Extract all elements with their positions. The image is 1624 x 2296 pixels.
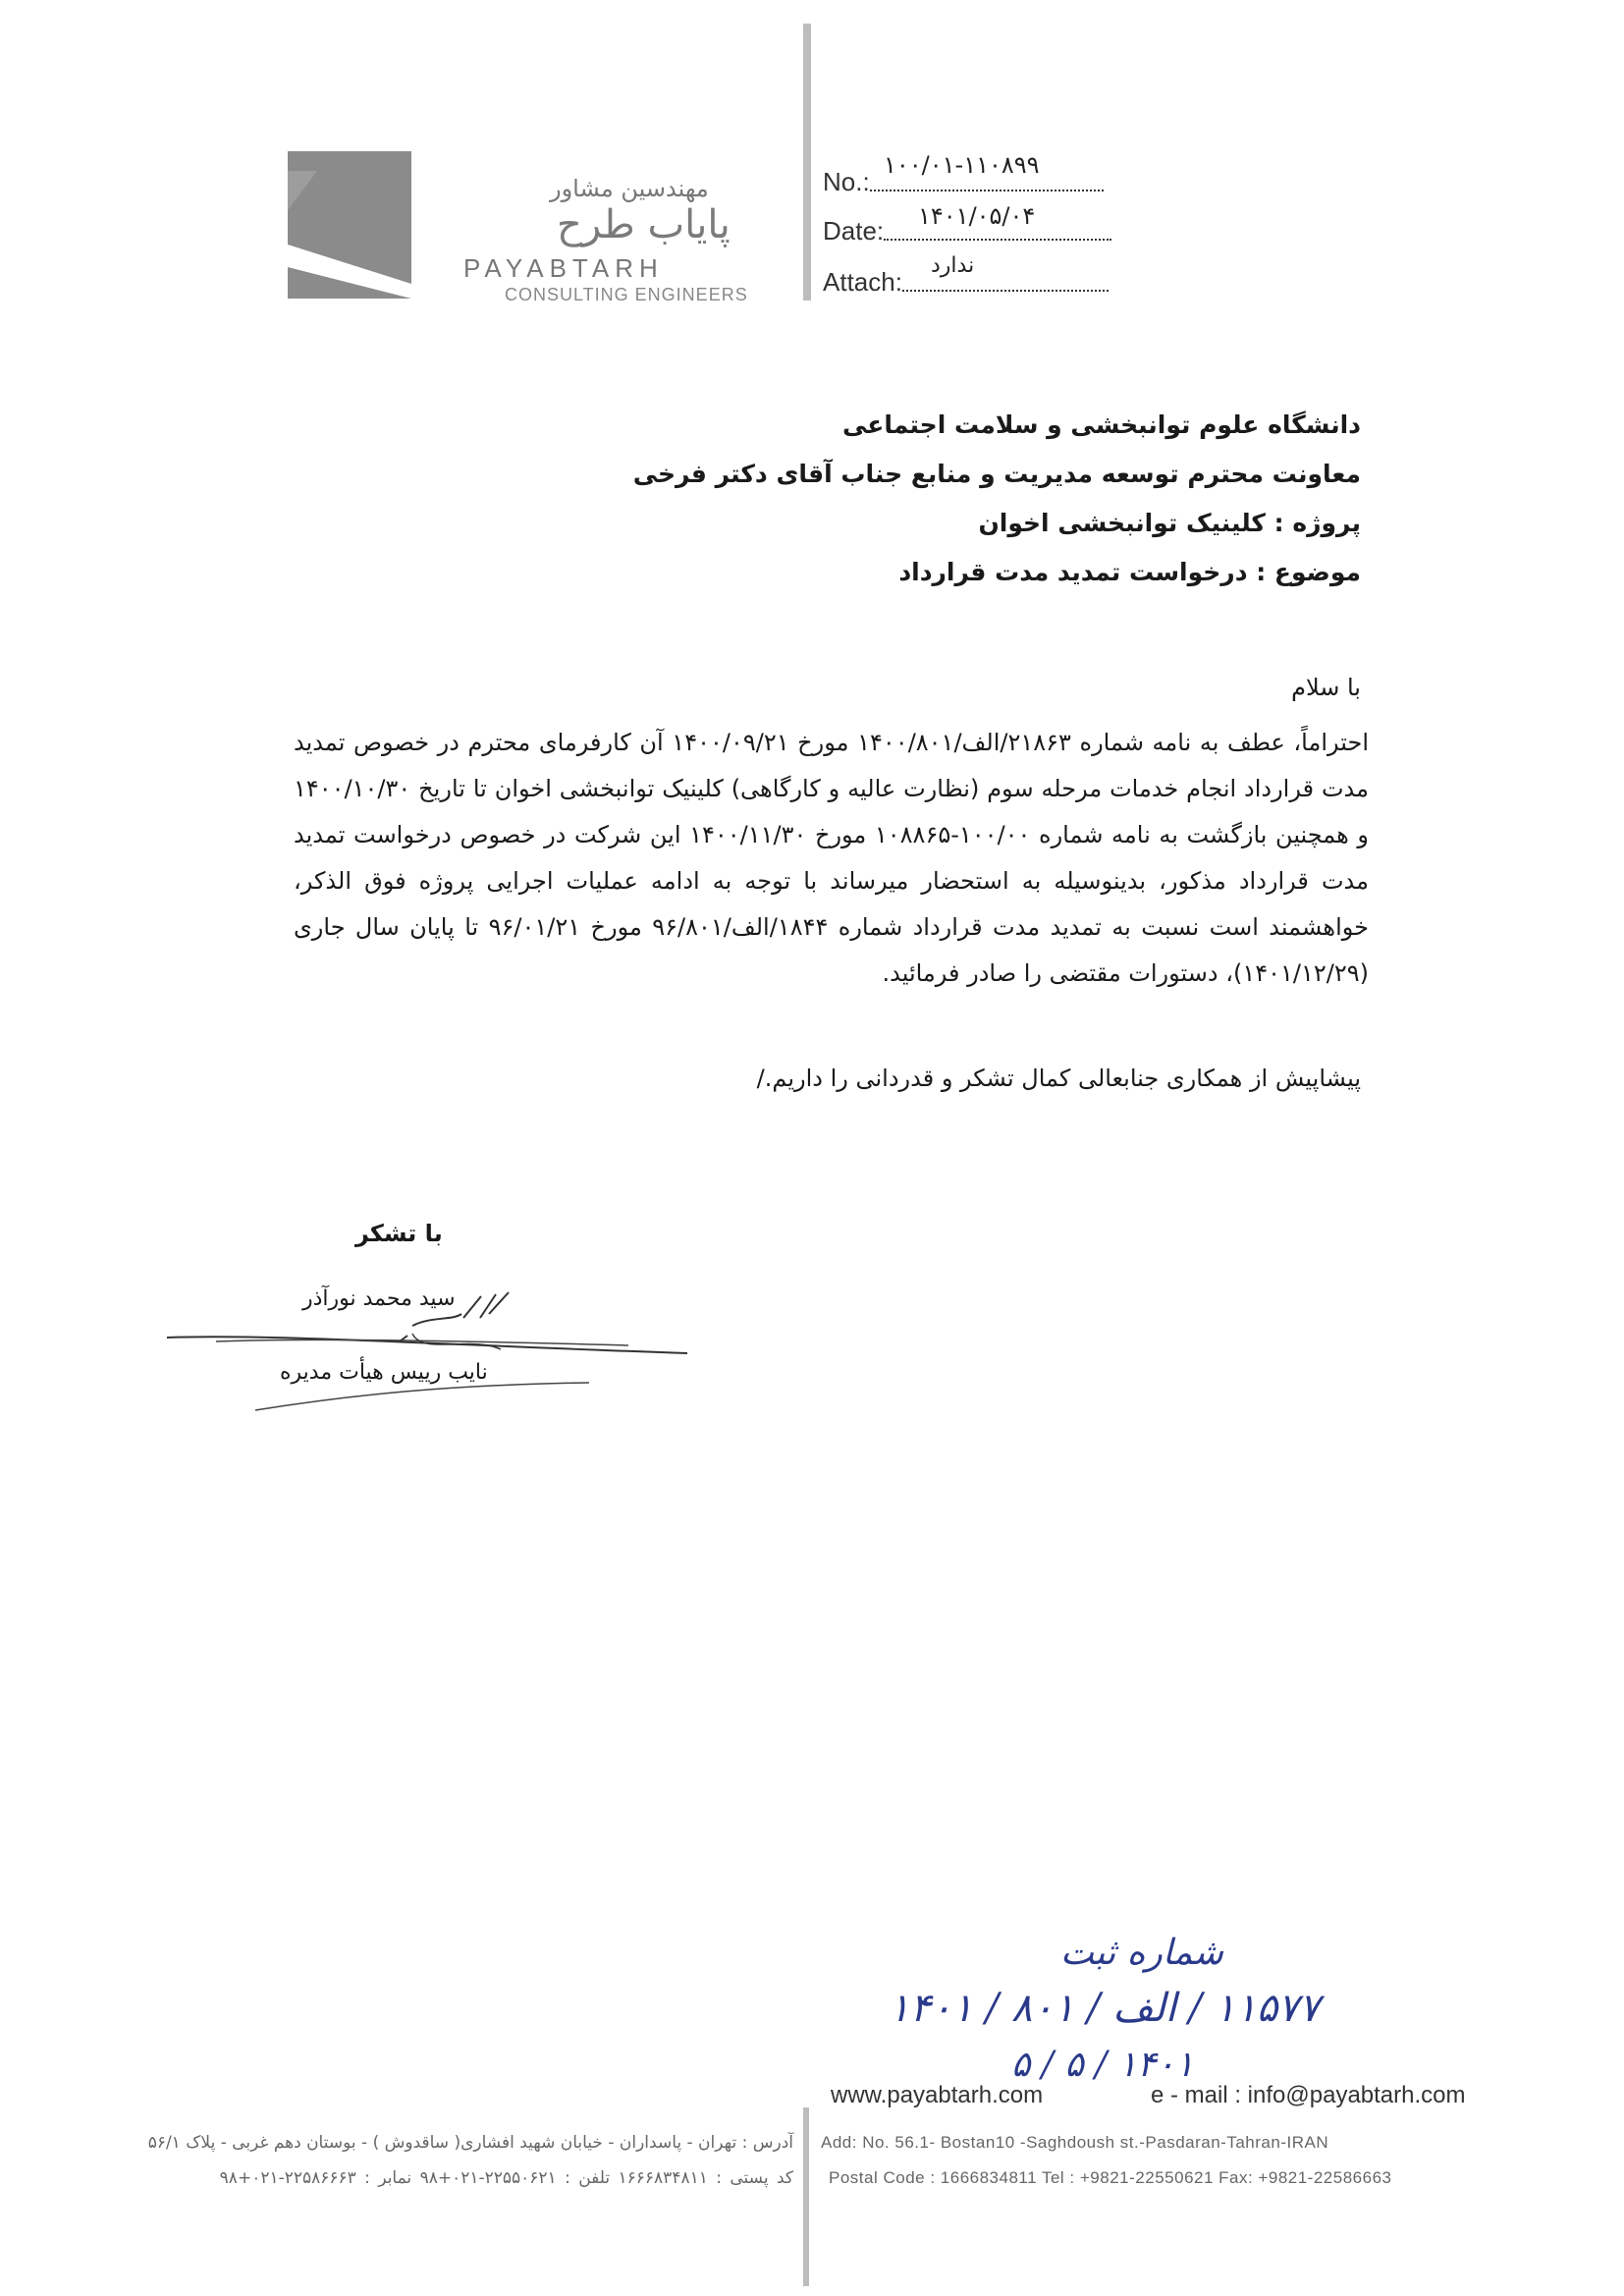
meta-number-label: No.:	[823, 167, 870, 196]
footer-contact-en: Postal Code : 1666834811 Tel : +9821-22550621 Fax: +9821-22586663	[829, 2168, 1392, 2187]
handwritten-note-line2: ۱۱۵۷۷ / الف / ۸۰۱ / ۱۴۰۱	[889, 1986, 1321, 2031]
signer-name: سید محمد نورآذر	[302, 1286, 456, 1311]
logo-mark-icon	[288, 151, 411, 299]
footer-email: e - mail : info@payabtarh.com	[1151, 2082, 1466, 2108]
addressee-person: معاونت محترم توسعه مدیریت و منابع جناب آقای دکتر فرخی	[632, 460, 1361, 488]
company-name-en: PAYABTARH	[463, 253, 664, 283]
closing-line: پیشاپیش از همکاری جنابعالی کمال تشکر و قدردانی را داریم./	[756, 1065, 1361, 1092]
meta-attach-label: Attach:	[823, 267, 902, 297]
meta-number-value: ۱۰۰/۰۱-۱۱۰۸۹۹	[884, 151, 1040, 179]
meta-date-label: Date:	[823, 216, 885, 246]
project-line: پروژه : کلینیک توانبخشی اخوان	[978, 509, 1361, 537]
signer-title: نایب رییس هیأت مدیره	[280, 1360, 488, 1385]
header-divider	[803, 24, 811, 301]
company-name-fa-small: مهندسین مشاور	[550, 175, 709, 202]
meta-attach-value: ندارد	[931, 253, 975, 278]
sign-off: با تشکر	[355, 1220, 443, 1247]
greeting: با سلام	[1291, 674, 1361, 701]
footer-website: www.payabtarh.com	[831, 2082, 1044, 2108]
addressee-org: دانشگاه علوم توانبخشی و سلامت اجتماعی	[841, 410, 1361, 439]
meta-date-value: ۱۴۰۱/۰۵/۰۴	[918, 202, 1036, 230]
footer-contact-fa: کد پستی : ۱۶۶۶۸۳۴۸۱۱ تلفن : ۲۲۵۵۰۶۲۱-۰۲۱+۹۸ نمابر : ۲۲۵۸۶۶۶۳-۰۲۱+۹۸	[219, 2168, 793, 2188]
company-logo	[288, 151, 411, 299]
letter-body-paragraph: احتراماً، عطف به نامه شماره ۲۱۸۶۳/الف/۱۴۰۰/۸۰۱ مورخ ۱۴۰۰/۰۹/۲۱ آن کارفرمای محترم در خصوص تمدید مدت قرارداد انجام خدمات مرحله سوم (نظارت عالیه و کارگاهی) کلینیک توانبخشی اخوان تا تاریخ ۱۴۰۰/۱۰/۳۰ و همچنین بازگشت به نامه شماره ۱۰۰/۰۰-۱۰۸۸۶۵ مورخ ۱۴۰۰/۱۱/۳۰ این شرکت در خصوص درخواست تمدید مدت قرارداد مذکور، بدینوسیله به استحضار میرساند با توجه به ادامه عملیات اجرایی پروژه فوق الذکر، خواهشمند است نسبت به تمدید مدت قرارداد شماره ۱۸۴۴/الف/۹۶/۸۰۱ مورخ ۹۶/۰۱/۲۱ تا پایان سال جاری (۱۴۰۱/۱۲/۲۹)، دستورات مقتضی را صادر فرمائید.	[294, 729, 1370, 987]
handwritten-note-line3: ۱۴۰۱ / ۵ / ۵	[1011, 2045, 1195, 2085]
footer-address-fa: آدرس : تهران - پاسداران - خیابان شهید افشاری( ساقدوش ) - بوستان دهم غربی - پلاک ۵۶/۱	[147, 2133, 793, 2153]
company-subtitle: CONSULTING ENGINEERS	[505, 285, 748, 304]
subject-line: موضوع : درخواست تمدید مدت قرارداد	[898, 558, 1361, 586]
handwritten-note-line1: شماره ثبت	[1060, 1933, 1223, 1973]
footer-divider	[803, 2107, 809, 2286]
company-name-fa: پایاب طرح	[557, 202, 731, 247]
footer-address-en: Add: No. 56.1- Bostan10 -Saghdoush st.-Pasdaran-Tahran-IRAN	[821, 2133, 1329, 2152]
